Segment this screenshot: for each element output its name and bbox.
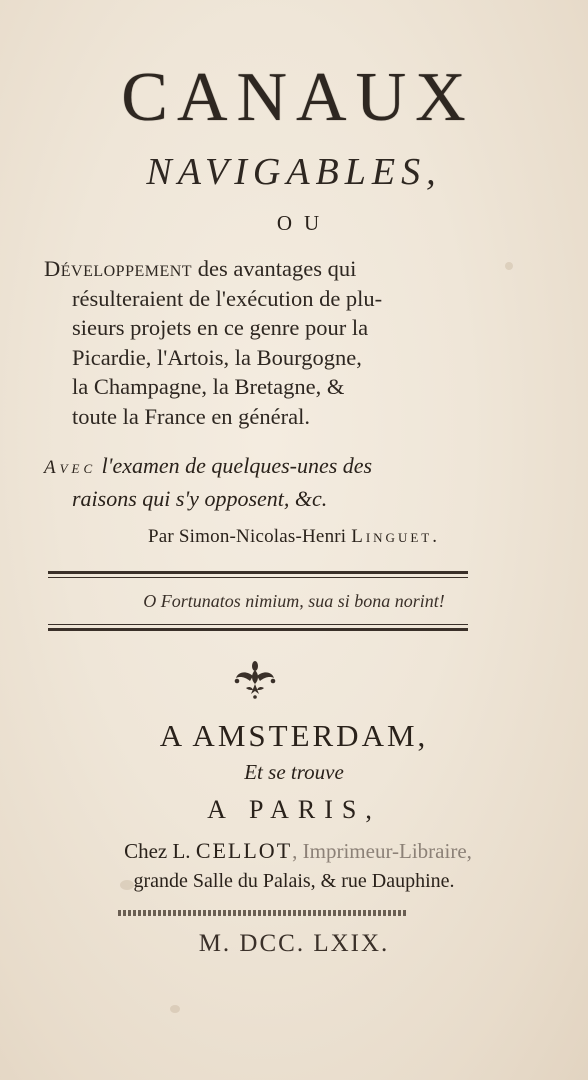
avec-line: Avec l'examen de quelques-unes des (44, 453, 373, 478)
imprint-year: M. DCC. LXIX. (198, 930, 390, 957)
avec-lead: Avec (44, 457, 97, 478)
description-line: résulteraient de l'exécution de plu- (72, 285, 383, 311)
imprint-printer-line (4, 838, 588, 864)
top-rule-thin (48, 577, 468, 578)
description-line: Picardie, l'Artois, la Bourgogne, (72, 344, 362, 370)
imprint-printer-name: CELLOT (195, 838, 293, 863)
imprint-trouve: Et se trouve (244, 760, 344, 784)
latin-motto: O Fortunatos nimium, sua si bona norint! (143, 591, 445, 611)
imprint-paris: A PARIS, (207, 795, 381, 824)
description-line: sieurs projets en ce genre pour la (72, 315, 369, 340)
bottom-rule-thin (48, 624, 468, 625)
description-lead: Développement (44, 256, 193, 281)
avec-paragraph (44, 450, 484, 514)
book-subtitle: NAVIGABLES, (146, 151, 442, 193)
conjunction-ou: OU (276, 211, 332, 235)
foxing-spot (505, 262, 513, 270)
description-line: toute la France en général. (72, 403, 311, 429)
author-line (0, 526, 588, 548)
dotted-rule (118, 910, 408, 916)
imprint-printer-title: , Imprimeur-Libraire, (292, 839, 472, 863)
book-title: CANAUX (121, 59, 475, 136)
imprint-address: grande Salle du Palais, & rue Dauphine. (133, 870, 455, 892)
description-paragraph (44, 254, 474, 431)
foxing-spot (170, 1005, 180, 1013)
imprint-chez: Chez L. (124, 839, 191, 863)
bottom-rule (48, 628, 468, 631)
imprint-city: A AMSTERDAM, (159, 718, 429, 753)
avec-line: raisons qui s'y opposent, &c. (72, 486, 328, 511)
description-line: la Champagne, la Bretagne, & (72, 374, 345, 399)
description-line: Développement des avantages qui (44, 256, 357, 281)
fleuron-ornament-icon (232, 660, 278, 705)
author-surname: Linguet. (351, 526, 440, 547)
top-rule (48, 571, 468, 574)
author-prefix: Par Simon-Nicolas-Henri (148, 526, 347, 547)
